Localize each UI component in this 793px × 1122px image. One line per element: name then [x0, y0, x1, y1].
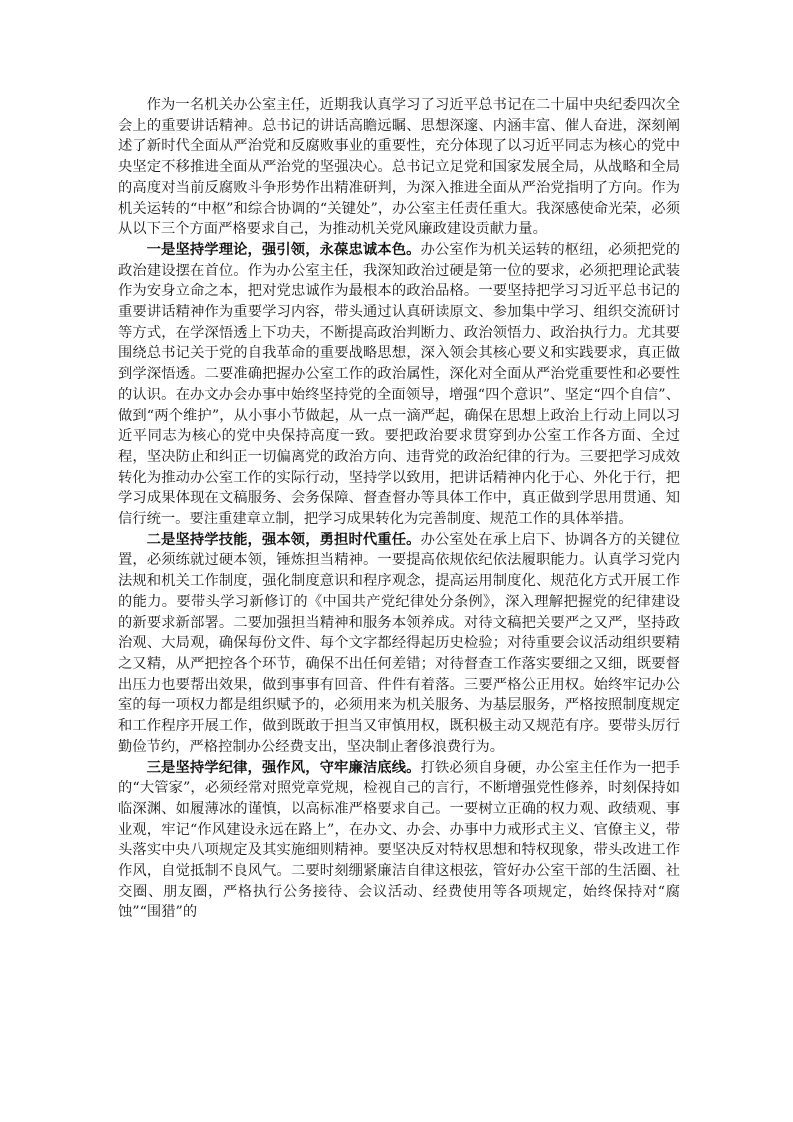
section-text-1: 办公室作为机关运转的枢纽，必须把党的政治建设摆在首位。作为办公室主任，我深知政治过硬是第一位的要求，必须把理论武装作为安身立命之本，把对党忠诚作为最根本的政治品格。一要坚持把学习习近平总书记的重要讲话精神作为重要学习内容，带头通过认真研读原文、参加集中学习、组织交流研讨等方式，在学深悟透上下功夫，不断提高政治判断力、政治领悟力、政治执行力。尤其要围绕总书记关于党的自我革命的重要战略思想，深入领会其核心要义和实践要求，真正做到学深悟透。二要准确把握办公室工作的政治属性，深化对全面从严治党重要性和必要性的认识。在办文办会办事中始终坚持党的全面领导，增强“四个意识”、坚定“四个自信”、做到“两个维护”，从小事小节做起，从一点一滴严起，确保在思想上政治上行动上同以习近平同志为核心的党中央保持高度一致。要把政治要求贯穿到办公室工作各方面、全过程，坚决防止和纠正一切偏离党的政治方向、违背党的政治纪律的行为。三要把学习成效转化为推动办公室工作的实际行动，坚持学以致用，把讲话精神内化于心、外化于行，把学习成果体现在文稿服务、会务保障、督查督办等具体工作中，真正做到学思用贯通、知信行统一。要注重建章立制，把学习成果转化为完善制度、规范工作的具体举措。 [118, 241, 681, 528]
section-text-2: 办公室处在承上启下、协调各方的关键位置，必须练就过硬本领，锤炼担当精神。一要提高依规依纪依法履职能力。认真学习党内法规和机关工作制度，强化制度意识和程序观念，提高运用制度化、规范化方式开展工作的能力。要带头学习新修订的《中国共产党纪律处分条例》，深入理解把握党的纪律建设的新要求新部署。二要加强担当精神和服务本领养成。对待文稿把关要严之又严，坚持政治观、大局观，确保每份文件、每个文字都经得起历史检验；对待重要会议活动组织要精之又精，从严把控各个环节，确保不出任何差错；对待督查工作落实要细之又细，既要督出压力也要帮出效果，做到事事有回音、件件有着落。三要严格公正用权。始终牢记办公室的每一项权力都是组织赋予的，必须用来为机关服务、为基层服务，严格按照制度规定和工作程序开展工作，做到既敢于担当又审慎用权，既积极主动又规范有序。要带头厉行勤俭节约，严格控制办公经费支出，坚决制止奢侈浪费行为。 [118, 531, 681, 755]
section-heading-2: 二是坚持学技能，强本领，勇担时代重任。 [146, 531, 421, 548]
section-paragraph-3 [118, 758, 680, 924]
intro-text: 作为一名机关办公室主任，近期我认真学习了习近平总书记在二十届中央纪委四次全会上的重要讲话精神。总书记的讲话高瞻远瞩、思想深邃、内涵丰富、催人奋进，深刻阐述了新时代全面从严治党和反腐败事业的重要性，充分体现了以习近平同志为核心的党中央坚定不移推进全面从严治党的坚强决心。总书记立足党和国家发展全局，从战略和全局的高度对当前反腐败斗争形势作出精准研判，为深入推进全面从严治党指明了方向。作为机关运转的“中枢”和综合协调的“关键处”，办公室主任责任重大。我深感使命光荣，必须从以下三个方面严格要求自己，为推动机关党风廉政建设贡献力量。 [118, 97, 680, 238]
intro-paragraph [118, 95, 680, 240]
section-paragraph-2 [118, 530, 680, 758]
section-text-3: 打铁必须自身硬，办公室主任作为一把手的“大管家”，必须经常对照党章党规，检视自己的言行，不断增强党性修养，时刻保持如临深渊、如履薄冰的谨慎，以高标准严格要求自己。一要树立正确的权力观、政绩观、事业观，牢记“作风建设永远在路上”，在办文、办会、办事中力戒形式主义、官僚主义，带头落实中央八项规定及其实施细则精神。要坚决反对特权思想和特权现象，带头改进工作作风，自觉抵制不良风气。二要时刻绷紧廉洁自律这根弦，管好办公室干部的生活圈、社交圈、朋友圈，严格执行公务接待、会议活动、经费使用等各项规定，始终保持对“腐蚀”“围猎”的 [118, 759, 681, 921]
document-body [118, 95, 680, 923]
section-paragraph-1 [118, 240, 680, 530]
section-heading-1: 一是坚持学理论，强引领，永葆忠诚本色。 [146, 241, 421, 258]
section-heading-3: 三是坚持学纪律，强作风，守牢廉洁底线。 [146, 759, 421, 776]
